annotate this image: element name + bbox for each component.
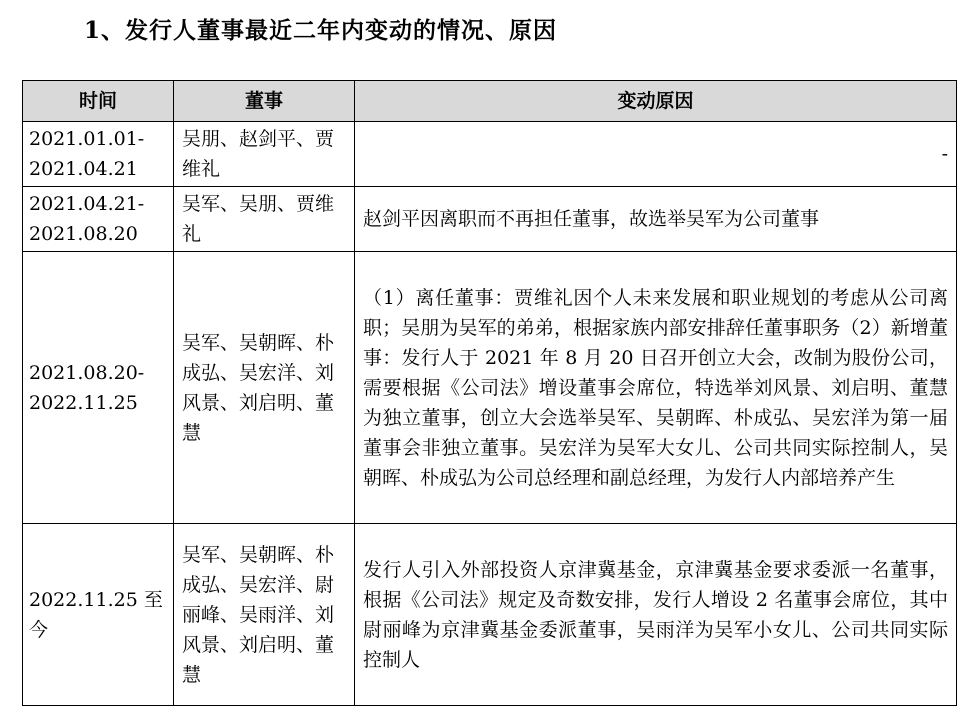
table-row — [23, 187, 957, 252]
header-reason: 变动原因 — [355, 81, 957, 122]
reason-cell: 赵剑平因离职而不再担任董事，故选举吴军为公司董事 — [355, 187, 957, 252]
directors-cell: 吴军、吴朋、贾维礼 — [174, 187, 355, 252]
reason-cell: - — [355, 122, 957, 187]
table-row — [23, 524, 957, 706]
reason-cell: （1）离任董事：贾维礼因个人未来发展和职业规划的考虑从公司离职；吴朋为吴军的弟弟，根据家族内部安排辞任董事职务（2）新增董事：发行人于 2021 年 8 月 20 日召开创立大会，改制为股份公司，需要根据《公司法》增设董事会席位，特选举刘风景、刘启明、董慧为独立董事，创立大会选举吴军、吴朝晖、朴成弘、吴宏洋为第一届董事会非独立董事。吴宏洋为吴军大女儿、公司共同实际控制人，吴朝晖、朴成弘为公司总经理和副总经理，为发行人内部培养产生 — [355, 252, 957, 524]
period-cell: 2021.01.01-2021.04.21 — [23, 122, 174, 187]
period-cell: 2022.11.25 至今 — [23, 524, 174, 706]
period-cell: 2021.08.20-2022.11.25 — [23, 252, 174, 524]
table-header-row — [23, 81, 957, 122]
table-row — [23, 252, 957, 524]
directors-cell: 吴朋、赵剑平、贾维礼 — [174, 122, 355, 187]
header-directors: 董事 — [174, 81, 355, 122]
directors-cell: 吴军、吴朝晖、朴成弘、吴宏洋、刘风景、刘启明、董慧 — [174, 252, 355, 524]
reason-cell: 发行人引入外部投资人京津冀基金，京津冀基金要求委派一名董事，根据《公司法》规定及奇数安排，发行人增设 2 名董事会席位，其中尉丽峰为京津冀基金委派董事，吴雨洋为吴军小女儿、公司共同实际控制人 — [355, 524, 957, 706]
director-change-table — [22, 80, 957, 706]
table-row — [23, 122, 957, 187]
section-heading: 1、发行人董事最近二年内变动的情况、原因 — [84, 17, 558, 44]
header-period: 时间 — [23, 81, 174, 122]
directors-cell: 吴军、吴朝晖、朴成弘、吴宏洋、尉丽峰、吴雨洋、刘风景、刘启明、董慧 — [174, 524, 355, 706]
period-cell: 2021.04.21-2021.08.20 — [23, 187, 174, 252]
